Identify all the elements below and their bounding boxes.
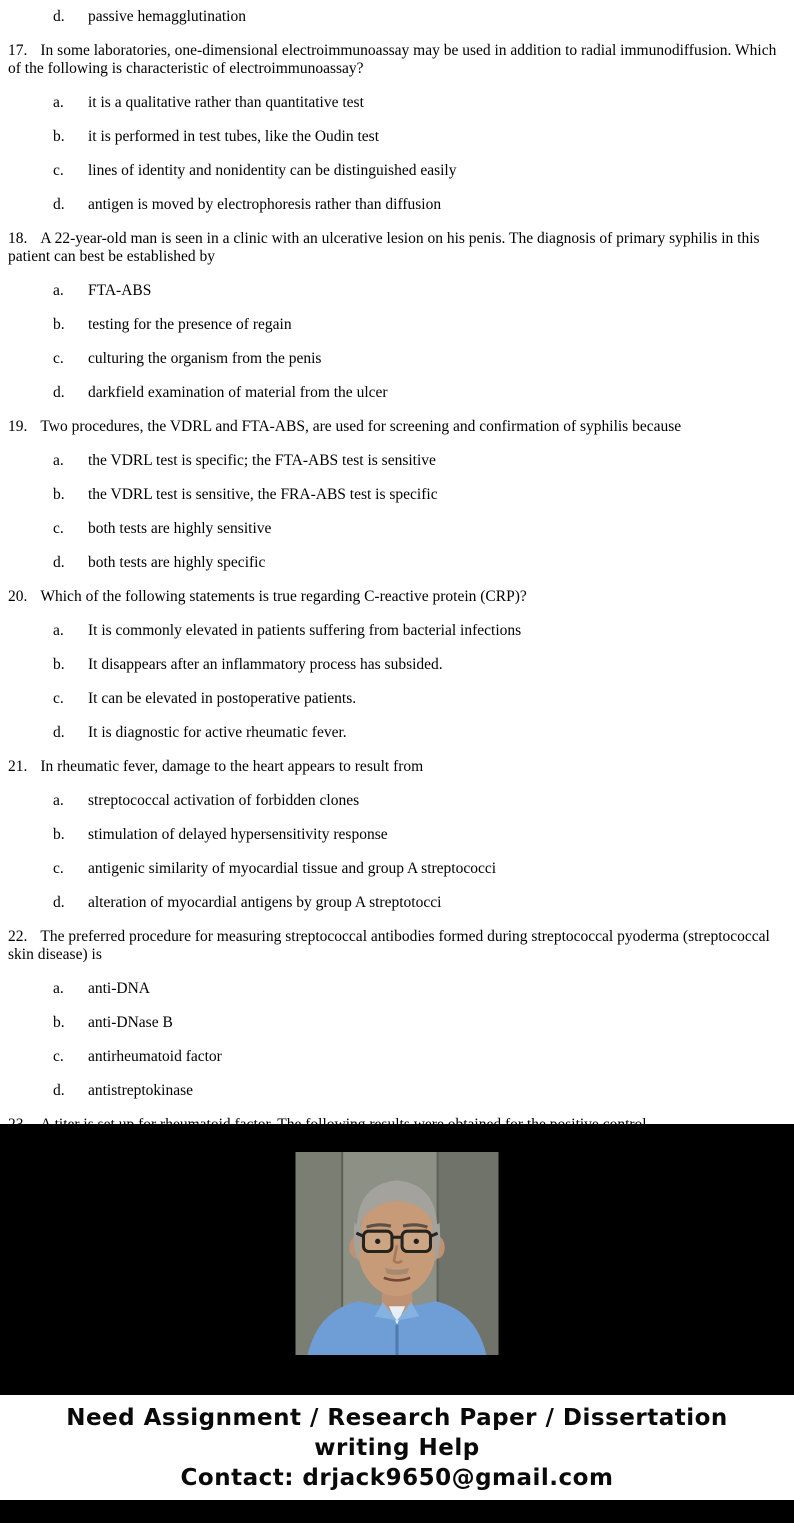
answer-option	[8, 690, 788, 708]
option-text: passive hemagglutination	[88, 8, 246, 25]
question-body: In rheumatic fever, damage to the heart appears to result from	[40, 758, 424, 775]
question-body: A 22-year-old man is seen in a clinic with an ulcerative lesion on his penis. The diagnosis of primary syphilis in this patient can best be established by	[8, 230, 760, 265]
option-letter: a.	[53, 980, 64, 997]
person-photo	[296, 1152, 499, 1355]
question-number: 19.	[8, 418, 28, 435]
option-text: testing for the presence of regain	[88, 316, 292, 333]
option-text: both tests are highly sensitive	[88, 520, 272, 537]
option-text: It disappears after an inflammatory process has subsided.	[88, 656, 443, 673]
answer-option	[8, 8, 788, 26]
option-letter: d.	[53, 1082, 65, 1099]
option-letter: b.	[53, 316, 65, 333]
question-text	[8, 230, 788, 266]
option-letter: a.	[53, 282, 64, 299]
answer-option	[8, 894, 788, 912]
option-letter: a.	[53, 792, 64, 809]
footer-contact-email: Contact: drjack9650@gmail.com	[180, 1465, 614, 1491]
option-text: culturing the organism from the penis	[88, 350, 322, 367]
option-text: FTA-ABS	[88, 282, 152, 299]
question-number: 20.	[8, 588, 28, 605]
question-body: Which of the following statements is true regarding C-reactive protein (CRP)?	[40, 588, 527, 605]
option-letter: a.	[53, 452, 64, 469]
question-text	[8, 42, 788, 78]
footer-ad	[0, 1395, 794, 1500]
option-letter: a.	[53, 622, 64, 639]
option-text: It is diagnostic for active rheumatic fever.	[88, 724, 347, 741]
question-body: The preferred procedure for measuring streptococcal antibodies formed during streptococcal pyoderma (streptococcal skin disease) is	[8, 928, 770, 963]
option-letter: c.	[53, 1048, 64, 1065]
answer-option	[8, 162, 788, 180]
option-letter: b.	[53, 656, 65, 673]
option-text: alteration of myocardial antigens by group A streptotocci	[88, 894, 442, 911]
answer-option	[8, 486, 788, 504]
option-letter: c.	[53, 520, 64, 537]
option-letter: d.	[53, 384, 65, 401]
video-frame	[0, 1124, 794, 1395]
option-letter: c.	[53, 162, 64, 179]
answer-option	[8, 520, 788, 538]
option-text: anti-DNA	[88, 980, 150, 997]
option-text: stimulation of delayed hypersensitivity response	[88, 826, 388, 843]
option-text: antirheumatoid factor	[88, 1048, 222, 1065]
question-number: 18.	[8, 230, 28, 247]
question-body: In some laboratories, one-dimensional electroimmunoassay may be used in addition to radial immunodiffusion. Which of the following is characteristic of electroimmunoassay?	[8, 42, 777, 77]
answer-option	[8, 826, 788, 844]
answer-option	[8, 196, 788, 214]
answer-option	[8, 792, 788, 810]
option-text: it is performed in test tubes, like the Oudin test	[88, 128, 380, 145]
question-body: Two procedures, the VDRL and FTA-ABS, are used for screening and confirmation of syphilis because	[40, 418, 682, 435]
option-letter: d.	[53, 196, 65, 213]
option-text: darkfield examination of material from the ulcer	[88, 384, 388, 401]
answer-option	[8, 350, 788, 368]
option-letter: c.	[53, 690, 64, 707]
option-text: It is commonly elevated in patients suffering from bacterial infections	[88, 622, 522, 639]
option-letter: d.	[53, 8, 65, 25]
question-text	[8, 588, 788, 606]
question-text	[8, 418, 788, 436]
answer-option	[8, 384, 788, 402]
option-letter: d.	[53, 894, 65, 911]
answer-option	[8, 554, 788, 572]
option-text: antistreptokinase	[88, 1082, 194, 1099]
answer-option	[8, 622, 788, 640]
option-text: the VDRL test is sensitive, the FRA-ABS test is specific	[88, 486, 438, 503]
option-letter: b.	[53, 826, 65, 843]
question-number: 21.	[8, 758, 28, 775]
answer-option	[8, 860, 788, 878]
option-text: It can be elevated in postoperative patients.	[88, 690, 357, 707]
answer-option	[8, 128, 788, 146]
footer-heading-line2: writing Help	[314, 1435, 480, 1461]
option-letter: b.	[53, 1014, 65, 1031]
answer-option	[8, 656, 788, 674]
answer-option	[8, 1048, 788, 1066]
option-letter: c.	[53, 860, 64, 877]
answer-option	[8, 94, 788, 112]
question-number: 22.	[8, 928, 28, 945]
option-text: it is a qualitative rather than quantitative test	[88, 94, 364, 111]
option-letter: d.	[53, 554, 65, 571]
option-text: lines of identity and nonidentity can be distinguished easily	[88, 162, 457, 179]
option-text: both tests are highly specific	[88, 554, 266, 571]
question-text	[8, 928, 788, 964]
option-text: antigen is moved by electrophoresis rather than diffusion	[88, 196, 442, 213]
answer-option	[8, 724, 788, 742]
option-text: streptococcal activation of forbidden clones	[88, 792, 360, 809]
option-text: the VDRL test is specific; the FTA-ABS test is sensitive	[88, 452, 436, 469]
answer-option	[8, 316, 788, 334]
option-letter: c.	[53, 350, 64, 367]
answer-option	[8, 980, 788, 998]
answer-option	[8, 282, 788, 300]
option-text: anti-DNase B	[88, 1014, 173, 1031]
answer-option	[8, 1014, 788, 1032]
bottom-black-bar	[0, 1500, 794, 1523]
question-number: 17.	[8, 42, 28, 59]
option-letter: b.	[53, 128, 65, 145]
answer-option	[8, 452, 788, 470]
person-photo-illustration	[296, 1152, 499, 1355]
question-text	[8, 758, 788, 776]
option-letter: d.	[53, 724, 65, 741]
option-letter: a.	[53, 94, 64, 111]
answer-option	[8, 1082, 788, 1100]
option-letter: b.	[53, 486, 65, 503]
footer-heading-line1: Need Assignment / Research Paper / Dissertation	[66, 1405, 728, 1431]
option-text: antigenic similarity of myocardial tissue and group A streptococci	[88, 860, 497, 877]
